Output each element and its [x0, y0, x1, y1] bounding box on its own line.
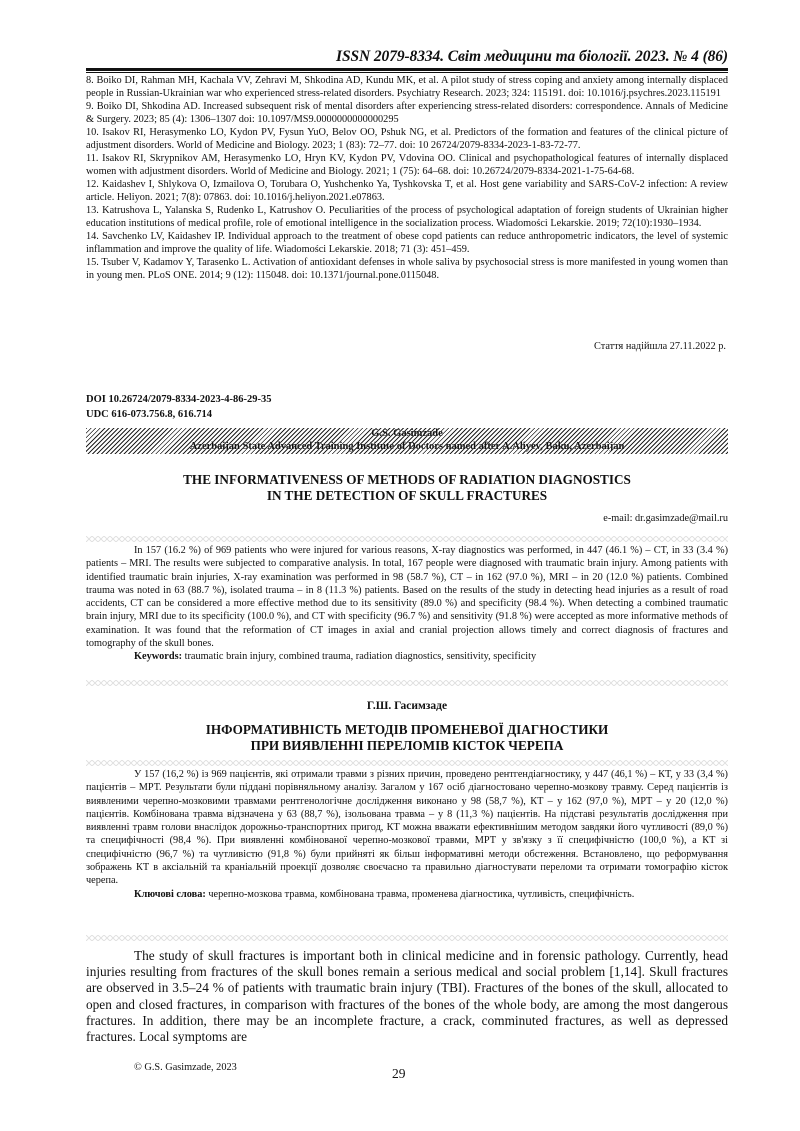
author-name: G.S. Gasimzade: [371, 428, 443, 439]
reference-item: 13. Katrushova L, Yalanska S, Rudenko L, Katrushov O. Peculiarities of the process of psychological adaptation of foreign students of Ukrainian higher education institutions of medical profile, role of emotional intelligence in the socialization process. Wiadomości Lekarskie. 2019; 72(10):1930–1934.: [86, 205, 728, 229]
author-name-ukrainian: Г.Ш. Гасимзаде: [366, 700, 448, 712]
title-line: THE INFORMATIVENESS OF METHODS OF RADIATION DIAGNOSTICS: [183, 472, 631, 487]
udc: UDC 616-073.756.8, 616.714: [86, 409, 212, 420]
keywords: [86, 650, 728, 663]
reference-list: [86, 74, 728, 282]
section-divider: [86, 680, 728, 686]
article-title: [86, 472, 728, 504]
article-title-ukrainian: [86, 722, 728, 754]
abstract-ukrainian: [86, 768, 728, 901]
reference-item: 14. Savchenko LV, Kaidashev IP. Individual approach to the treatment of obese copd patients can reduce anthropometric indicators, the level of systemic inflammation and improve the quality of life. Wiadomości Lekarskie. 2018; 71 (3): 451–459.: [86, 231, 728, 255]
title-line: ПРИ ВИЯВЛЕННІ ПЕРЕЛОМІВ КІСТОК ЧЕРЕПА: [250, 738, 564, 753]
section-divider: [86, 760, 728, 766]
received-date: Стаття надійшла 27.11.2022 р.: [594, 341, 726, 352]
running-head: ISSN 2079-8334. Світ медицини та біології. 2023. № 4 (86): [336, 48, 728, 65]
reference-item: 10. Isakov RI, Herasymenko LO, Kydon PV, Fysun YuO, Belov OO, Pshuk NG, et al. Predictors of the formation and features of the clinical picture of adjustment disorders. World of Medicine and Biology. 2023; 1 (83): 72–77. doi: 10 26724/2079-8334-2023-1-83-72-77.: [86, 127, 728, 151]
reference-item: 8. Boiko DI, Rahman MH, Kachala VV, Zehravi M, Shkodina AD, Kundu MK, et al. A pilot study of stress coping and anxiety among internally displaced people in Russian-Ukrainian war who experienced stress-related disorders. Psychiatry Research. 2023; 324: 115191. doi: 10.1016/j.psychres.2023.115191: [86, 75, 728, 99]
header-rule: [86, 68, 728, 71]
copyright-notice: © G.S. Gasimzade, 2023: [134, 1062, 237, 1073]
section-divider: [86, 536, 728, 542]
page-number: 29: [392, 1066, 406, 1081]
abstract-text: In 157 (16.2 %) of 969 patients who were injured for various reasons, X-ray diagnostics was performed, in 447 (46.1 %) – CT, in 33 (3.4 %) patients – MRI. The results were subjected to comparative analysis. In total, 167 people were diagnosed with traumatic brain injury. Among patients with identified traumatic brain injuries, X-ray examination was performed in 98 (58.7 %), CT – in 162 (97.0 %), MRI – in 20 (12.0 %) patients. Combined trauma was noted in 63 (88.7 %), isolated trauma – in 8 (11.3 %) patients. Based on the results of the study in detecting head injuries as a result of road accidents, CT can be considered a more effective method due to its sensitivity (89.0 %) and specificity (98.4 %). When detecting a combined traumatic brain injury, MRI due to its specificity (100.0 %), and CT with specificity (96.7 %) and sensitivity (91.8 %) were accepted as more informative methods of examination. It was found that the reformation of CT images in axial and cranial projection allows timely and correct diagnosis of fractures and tomography of the skull bones.: [86, 545, 728, 650]
section-divider: [86, 935, 728, 941]
affiliation: Azerbaijan State Advanced Training Institute of Doctors named after A.Aliyev, Baku, Azerbaijan: [189, 440, 625, 452]
title-line: IN THE DETECTION OF SKULL FRACTURES: [266, 488, 548, 503]
keywords: [86, 888, 728, 901]
doi: DOI 10.26724/2079-8334-2023-4-86-29-35: [86, 394, 272, 405]
keywords-label: Keywords:: [134, 651, 183, 663]
reference-item: 15. Tsuber V, Kadamov Y, Tarasenko L. Activation of antioxidant defenses in whole saliva by psychosocial stress is more manifested in young women than in young men. PLoS ONE. 2014; 9 (12): 115048. doi: 10.1371/journal.pone.0115048.: [86, 257, 728, 281]
keywords-label: Ключові слова:: [134, 888, 206, 900]
abstract-text: У 157 (16,2 %) із 969 пацієнтів, які отримали травми з різних причин, проведено рентгендіагностику, у 447 (46,1 %) – КТ, у 33 (3,4 %) пацієнтів – МРТ. Результати були піддані порівняльному аналізу. Загалом у 167 осіб діагностовано черепно-мозкову травму. Серед пацієнтів із виявленими черепно-мозковими травмами рентгенологічне дослідження виконано у 98 (58,7 %), КТ – у 162 (97,0 %), МРТ – у 20 (12,0 %) пацієнтів. Комбінована травма відзначена у 63 (88,7 %), ізольована травма – у 8 (11,3 %) пацієнтів. На підставі результатів дослідження при виявленні травм голови внаслідок дорожньо-транспортних пригод, КТ можна вважати ефективнішим методом завдяки його чутливості (89,0 %) та специфічності (98,4 %). При виявленні комбінованої черепно-мозкової травми, МРТ у зв'язку з її специфічністю (100,0 %), а КТ зі специфічністю (96,7 %) та чутливістю (91,8 %) були прийняті як більш інформативні методи обстеження. Встановлено, що реформування зображень КТ в аксіальній та краніальній проекції дозволяє своєчасно та правильно діагностувати переломи та отримати томографію кісток черепа.: [86, 769, 728, 887]
abstract-english: [86, 544, 728, 664]
article-body: [86, 948, 728, 1045]
author-email: e-mail: dr.gasimzade@mail.ru: [603, 513, 728, 524]
reference-item: 12. Kaidashev I, Shlykova O, Izmailova O, Torubara O, Yushchenko Ya, Tyshkovska T, et al. Host gene variability and SARS-CoV-2 infection: A review article. Heliyon. 2021; 7(8): 07863. doi: 10.1016/j.heliyon.2021.e07863.: [86, 179, 728, 203]
body-paragraph: The study of skull fractures is important both in clinical medicine and in forensic pathology. Currently, head injuries resulting from fractures of the skull bones remain a serious medical and social problem [1,14]. Skull fractures are observed in 3.5–24 % of patients with traumatic brain injury (TBI). Fractures of the bones of the skull, allocated to open and closed fractures, in comparison with fractures of the bones of the whole body, are among the most dangerous fractures. In addition, there may be an incomplete fracture, a crack, comminuted fractures, as well as depressed fractures. Local symptoms are: [86, 948, 728, 1045]
article-identifiers: [86, 392, 271, 422]
keywords-list: черепно-мозкова травма, комбінована травма, променева діагностика, чутливість, специфічність.: [205, 888, 635, 900]
title-line: ІНФОРМАТИВНІСТЬ МЕТОДІВ ПРОМЕНЕВОЇ ДІАГНОСТИКИ: [205, 722, 609, 737]
keywords-list: traumatic brain injury, combined trauma, radiation diagnostics, sensitivity, specificity: [182, 651, 537, 663]
reference-item: 11. Isakov RI, Skrypnikov AM, Herasymenko LO, Hryn KV, Kydon PV, Vdovina OO. Clinical and psychopathological features of internally displaced women with adjustment disorders. World of Medicine and Biology. 2021; 1 (75): 64–68. doi: 10.26724/2079-8334-2021-1-75-64-68.: [86, 153, 728, 177]
author-affiliation-band: [86, 428, 728, 454]
reference-item: 9. Boiko DI, Shkodina AD. Increased subsequent risk of mental disorders after experiencing stress-related disorders: correspondence. Annals of Medicine & Surgery. 2023; 85 (4): 1306–1307 doi: 10.1097/MS9.0000000000000295: [86, 101, 728, 125]
